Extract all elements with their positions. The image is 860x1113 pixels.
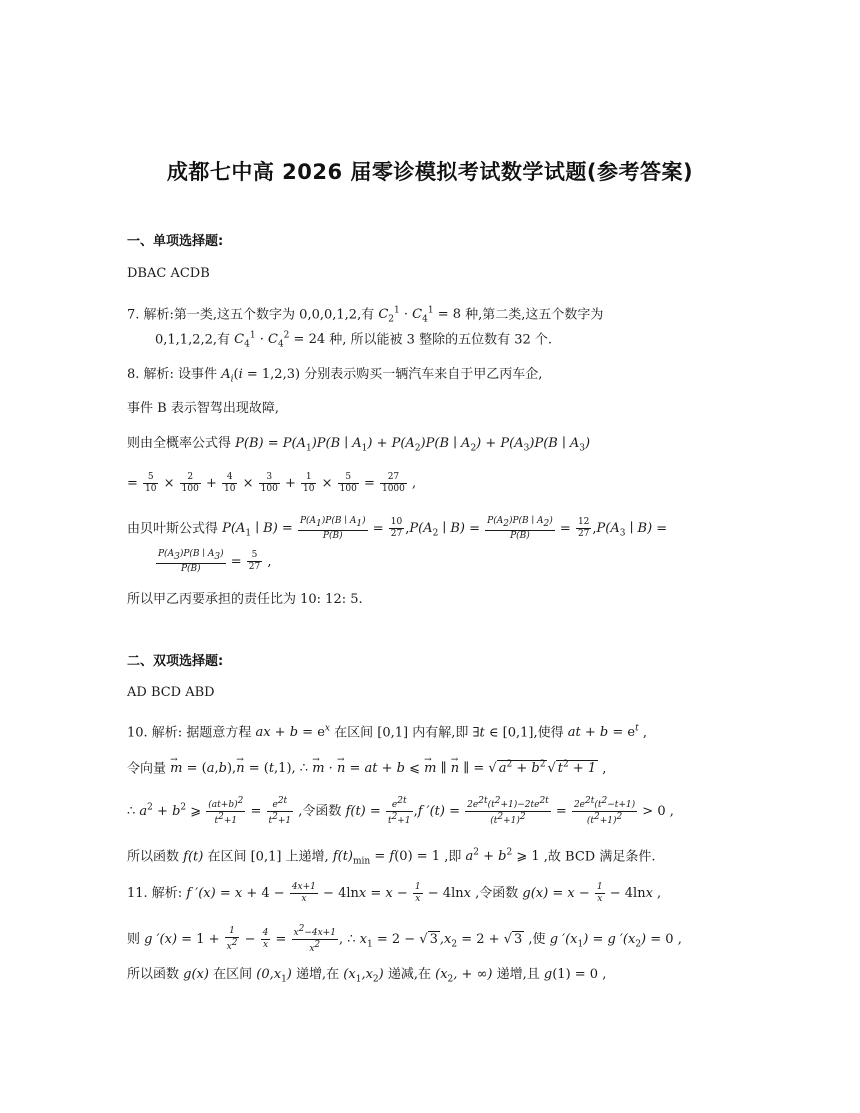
q11-line-2: 则 g ′(x) = 1 + $\frac{1}{x^2}$ − $\frac{4}{x}$ = $\frac{x^2-4x+1}{x^2}$ , ∴ $x_1 = 2$ − √ 3 $,x_2 = 2$ + √ 3 ,使 g $'(x_1) = g$ $'(x_2) = 0$ ,: [127, 924, 682, 954]
q10-line-3: ∴ $a^2 + b^2$ ⩾ $\frac{(at+b)^2}{t^2+1}$ = $\frac{e^{2t}}{t^2+1}$ ,令函数 f(t) = $\frac{e^{2t}}{t^2+1}$ ,f ′(t) = $\frac{2e^{2t}(t^2+1)-2te^{2t}}{(t^2+1)^2}$ = $\frac{2e^{2t}(t^2-t+1)}{(t^2+1)^2}$ > 0 ,: [127, 796, 674, 826]
q10-line-1: 10. 解析: 据题意方程 ax + $b = e^x$ 在区间 [0,1] 内有解,即 ∃t ∈ [0,1],使得 at + $b = e^t$ ,: [127, 724, 647, 741]
q11-line-3: 所以函数 g(x) 在区间 $(0,x_1)$ 递增,在 $(x_1,x_2)$ 递减,在 ($x_2$, + ∞) 递增,且 g(1) = 0 ,: [127, 967, 607, 985]
q8-line-7: 所以甲乙丙要承担的责任比为 10: 12: 5.: [127, 592, 363, 607]
q8-line-5: 由贝叶斯公式得 $P(A_1$ ∣ B) = $\frac{P(A_1)P(B ∣ A_1)}{P(B)}$ = $\frac{10}{27}$ $,P(A_2$ ∣ B) = $\frac{P(A_2)P(B ∣ A_2)}{P(B)}$ = $\frac{12}{27}$ $,P(A_3$ ∣ B) =: [127, 516, 668, 541]
section-heading-single-choice: 一、单项选择题:: [127, 234, 224, 249]
q8-line-2: 事件 B 表示智驾出现故障,: [127, 401, 279, 416]
q8-line-1: 8. 解析: 设事件 $A_i(i = 1,2,3)$ 分别表示购买一辆汽车来自于甲乙丙车企,: [127, 367, 543, 385]
q10-line-2: 令向量 → m = (a,b),→ n = (t,1), ∴ → m · → n = at + b ⩽ → m ∥ → n ∥ = √ $a^2 + b^2$ √ $t^2 + 1$ ,: [127, 756, 606, 778]
q8-line-6: $\frac{P(A_3)P(B ∣ A_3)}{P(B)}$ = $\frac{5}{27}$ ,: [158, 549, 272, 574]
section-heading-multi-choice: 二、双项选择题:: [127, 654, 224, 669]
multi-choice-answers: AD BCD ABD: [127, 685, 215, 700]
q8-line-4-formula: = $\frac{5}{10}$ × $\frac{2}{100}$ + $\frac{4}{10}$ × $\frac{3}{100}$ + $\frac{1}{10}$ × $\frac{5}{100}$ = $\frac{27}{1000}$ ,: [127, 472, 417, 494]
q7-line-2: 0,1,1,2,2,有 $C_4^1 \cdot C_4^2 = 24$ 种, 所以能被 3 整除的五位数有 32 个.: [155, 331, 553, 350]
q10-line-4: 所以函数 f(t) 在区间 [0,1] 上递增, $f(t)_{min} = f(0) = 1$ ,即 $a^2 + b^2$ ⩾ 1 ,故 BCD 满足条件.: [127, 848, 656, 867]
q8-line-3: 则由全概率公式得 $P(B) = P(A_1)P(B$ ∣ $A_1) + P(A_2)P(B$ ∣ $A_2) + P(A_3)P(B$ ∣ $A_3$): [127, 436, 591, 454]
q11-line-1: 11. 解析: f ′(x) = x + 4 − $\frac{4x+1}{x}$ − 4lnx = x − $\frac{1}{x}$ − 4lnx ,令函数 g(x) = x − $\frac{1}{x}$ − 4lnx ,: [127, 882, 662, 904]
q7-line-1: 7. 解析:第一类,这五个数字为 0,0,0,1,2,有 $C_2^1 \cdot C_4^1 = 8$ 种,第二类,这五个数字为: [127, 306, 604, 325]
single-choice-answers: DBAC ACDB: [127, 266, 210, 281]
page-title: 成都七中高 2026 届零诊模拟考试数学试题(参考答案): [166, 160, 694, 184]
